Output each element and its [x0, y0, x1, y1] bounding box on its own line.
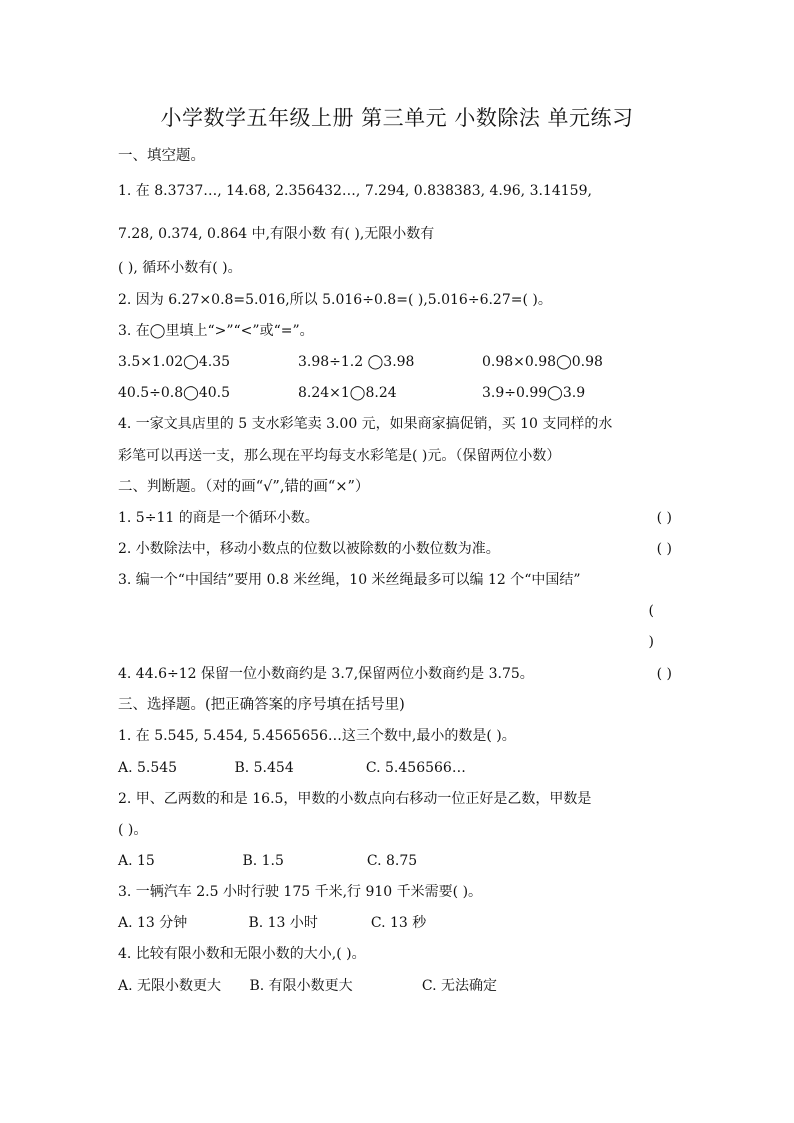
compare-row-2 — [118, 383, 676, 403]
option-c: C. 5.456566… — [365, 760, 466, 776]
compare-row-1 — [118, 352, 676, 372]
choice-q3-options — [118, 913, 676, 933]
option-c: C. 13 秒 — [370, 915, 427, 931]
option-b: B. 有限小数更大 — [249, 978, 353, 994]
compare-item: 3.9÷0.99◯3.9 — [482, 385, 586, 401]
section-fill-in-heading: 一、填空题。 — [118, 148, 205, 164]
choice-q2-options — [118, 851, 676, 871]
option-b: B. 1.5 — [242, 853, 284, 869]
compare-item: 8.24×1◯8.24 — [298, 385, 397, 401]
judge-q1: 1. 5÷11 的商是一个循环小数。 — [118, 510, 319, 526]
option-c: C. 无法确定 — [421, 978, 498, 994]
option-b: B. 5.454 — [234, 760, 294, 776]
judge-q1-answer-paren: ( ) — [656, 510, 672, 526]
choice-q4-options — [118, 976, 676, 996]
compare-item: 3.5×1.02◯4.35 — [118, 354, 231, 370]
fill-q1-line2: 7.28, 0.374, 0.864 中,有限小数 有( ),无限小数有 — [118, 226, 435, 242]
section-choice-heading: 三、选择题。(把正确答案的序号填在括号里) — [118, 697, 405, 713]
judge-q2: 2. 小数除法中，移动小数点的位数以被除数的小数位数为准。 — [118, 541, 500, 557]
choice-q2-line1: 2. 甲、乙两数的和是 16.5，甲数的小数点向右移动一位正好是乙数，甲数是 — [118, 791, 592, 807]
fill-q4-line2: 彩笔可以再送一支，那么现在平均每支水彩笔是( )元。（保留两位小数） — [118, 448, 561, 464]
judge-q4: 4. 44.6÷12 保留一位小数商约是 3.7,保留两位小数商约是 3.75。 — [118, 666, 534, 682]
judge-q3: 3. 编一个“中国结”要用 0.8 米丝绳，10 米丝绳最多可以编 12 个“中国结” — [118, 572, 581, 588]
option-a: A. 无限小数更大 — [118, 978, 222, 994]
compare-item: 3.98÷1.2 ◯3.98 — [298, 354, 415, 370]
fill-q4-line1: 4. 一家文具店里的 5 支水彩笔卖 3.00 元，如果商家搞促销，买 10 支同样的水 — [118, 416, 613, 432]
fill-q1-line1: 1. 在 8.3737…, 14.68, 2.356432…, 7.294, 0.838383, 4.96, 3.14159, — [118, 183, 592, 199]
judge-q2-answer-paren: ( ) — [656, 541, 672, 557]
choice-q1-options — [118, 758, 676, 778]
option-a: A. 13 分钟 — [118, 915, 188, 931]
choice-q1: 1. 在 5.545, 5.454, 5.4565656…这三个数中,最小的数是( )。 — [118, 728, 516, 744]
choice-q2-line2: ( )。 — [118, 822, 148, 838]
compare-item: 0.98×0.98◯0.98 — [482, 354, 603, 370]
option-b: B. 13 小时 — [248, 915, 318, 931]
judge-q3-paren-close: ) — [648, 634, 654, 650]
choice-q3: 3. 一辆汽车 2.5 小时行驶 175 千米,行 910 千米需要( )。 — [118, 884, 483, 900]
judge-q3-paren-open: ( — [648, 603, 654, 619]
compare-item: 40.5÷0.8◯40.5 — [118, 385, 231, 401]
option-a: A. 5.545 — [118, 760, 178, 776]
fill-q3: 3. 在◯里填上“>”“<”或“=”。 — [118, 323, 314, 339]
fill-q2: 2. 因为 6.27×0.8=5.016,所以 5.016÷0.8=( ),5.016÷6.27=( )。 — [118, 292, 552, 308]
section-judge-heading: 二、判断题。（对的画“√”,错的画“×”） — [118, 479, 370, 495]
option-a: A. 15 — [118, 853, 155, 869]
choice-q4: 4. 比较有限小数和无限小数的大小,( )。 — [118, 946, 366, 962]
judge-q4-answer-paren: ( ) — [656, 666, 672, 682]
fill-q1-line3: ( ), 循环小数有( )。 — [118, 260, 242, 276]
page-title: 小学数学五年级上册 第三单元 小数除法 单元练习 — [160, 106, 634, 130]
option-c: C. 8.75 — [366, 853, 418, 869]
